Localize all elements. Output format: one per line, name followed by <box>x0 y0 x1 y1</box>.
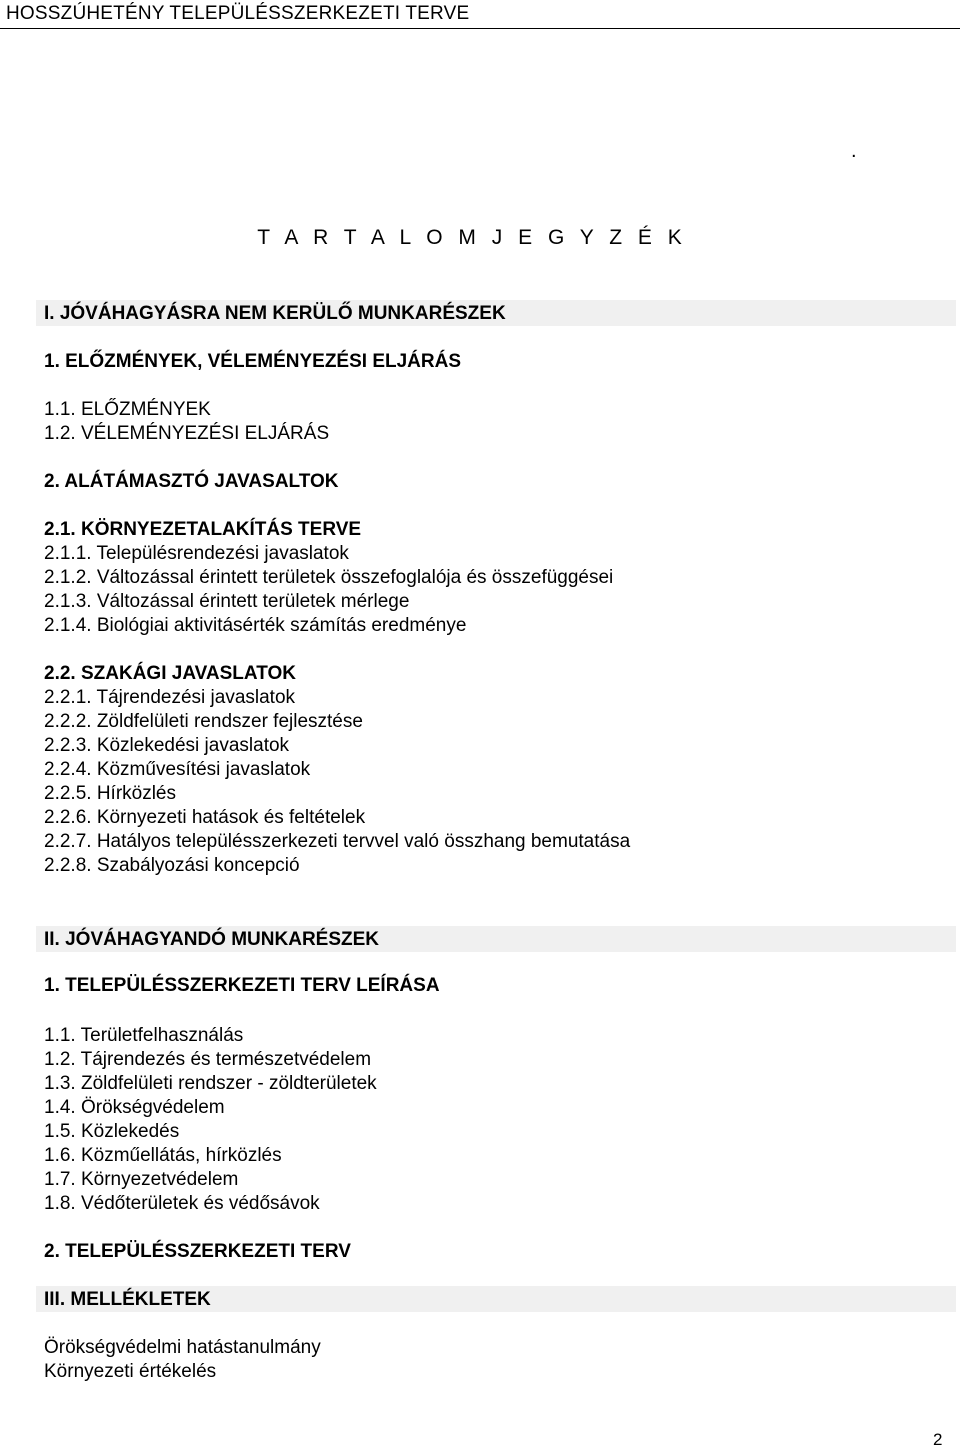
toc-title: T A R T A L O M J E G Y Z É K <box>257 226 687 249</box>
toc-chapter: 2. TELEPÜLÉSSZERKEZETI TERV <box>44 1241 351 1262</box>
toc-entry: 2.2.3. Közlekedési javaslatok <box>44 735 290 756</box>
toc-section-heading: III. MELLÉKLETEK <box>44 1289 211 1310</box>
toc-section-heading: II. JÓVÁHAGYANDÓ MUNKARÉSZEK <box>44 929 380 950</box>
toc-entry: 2.2.1. Tájrendezési javaslatok <box>44 687 296 708</box>
toc-entry: 1.8. Védőterületek és védősávok <box>44 1193 320 1214</box>
toc-subchapter: 2.1. KÖRNYEZETALAKÍTÁS TERVE <box>44 519 362 540</box>
header-title: HOSSZÚHETÉNY TELEPÜLÉSSZERKEZETI TERVE <box>6 3 470 24</box>
toc-entry: Örökségvédelmi hatástanulmány <box>44 1337 321 1358</box>
page-number: 2 <box>933 1430 943 1449</box>
toc-entry: 2.2.8. Szabályozási koncepció <box>44 855 300 876</box>
toc-entry: 1.3. Zöldfelületi rendszer - zöldterületek <box>44 1073 377 1094</box>
dot-mark: . <box>851 140 857 162</box>
toc-entry: 1.5. Közlekedés <box>44 1121 180 1142</box>
toc-entry: 2.2.5. Hírközlés <box>44 783 176 804</box>
toc-entry: 2.2.6. Környezeti hatások és feltételek <box>44 807 366 828</box>
toc-entry: 1.4. Örökségvédelem <box>44 1097 225 1118</box>
toc-entry: 2.1.4. Biológiai aktivitásérték számítás eredménye <box>44 615 467 636</box>
toc-entry: Környezeti értékelés <box>44 1361 217 1382</box>
toc-entry: 1.2. Tájrendezés és természetvédelem <box>44 1049 372 1070</box>
toc-entry: 2.2.4. Közművesítési javaslatok <box>44 759 311 780</box>
toc-entry: 1.7. Környezetvédelem <box>44 1169 239 1190</box>
toc-entry: 2.1.2. Változással érintett területek összefoglalója és összefüggései <box>44 567 614 588</box>
toc-section-heading: I. JÓVÁHAGYÁSRA NEM KERÜLŐ MUNKARÉSZEK <box>44 303 506 324</box>
toc-entry: 2.2.2. Zöldfelületi rendszer fejlesztése <box>44 711 363 732</box>
toc-entry: 1.1. ELŐZMÉNYEK <box>44 399 211 420</box>
toc-entry: 1.6. Közműellátás, hírközlés <box>44 1145 282 1166</box>
toc-chapter: 1. ELŐZMÉNYEK, VÉLEMÉNYEZÉSI ELJÁRÁS <box>44 351 462 372</box>
toc-chapter: 1. TELEPÜLÉSSZERKEZETI TERV LEÍRÁSA <box>44 975 440 996</box>
toc-entry: 2.1.3. Változással érintett területek mérlege <box>44 591 410 612</box>
page-header <box>0 0 960 29</box>
toc-entry: 1.2. VÉLEMÉNYEZÉSI ELJÁRÁS <box>44 423 330 444</box>
toc-entry: 1.1. Területfelhasználás <box>44 1025 244 1046</box>
toc-chapter: 2. ALÁTÁMASZTÓ JAVASALTOK <box>44 471 339 492</box>
toc-entry: 2.2.7. Hatályos településszerkezeti tervvel való összhang bemutatása <box>44 831 631 852</box>
toc-subchapter: 2.2. SZAKÁGI JAVASLATOK <box>44 663 296 684</box>
toc-entry: 2.1.1. Településrendezési javaslatok <box>44 543 349 564</box>
